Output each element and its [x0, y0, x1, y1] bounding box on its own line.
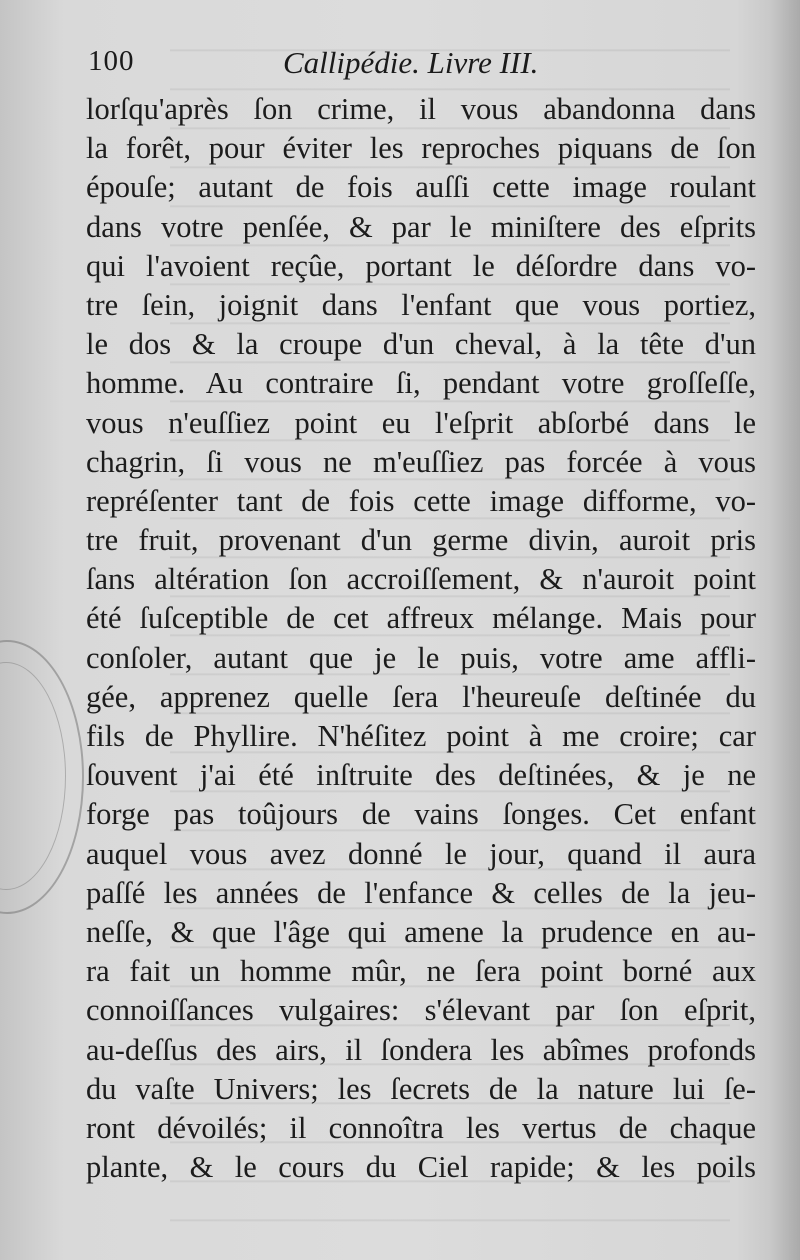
text-line: repréſenter tant de fois cette image difforme, vo- — [86, 483, 756, 518]
text-line: épouſe; autant de fois auſſi cette image roulant — [86, 170, 756, 205]
text-line: été ſuſceptible de cet affreux mélange. Mais pour — [86, 601, 756, 636]
text-line: chagrin, ſi vous ne m'euſſiez pas forcée à vous — [86, 444, 756, 479]
text-line: gée, apprenez quelle ſera l'heureuſe deſtinée du — [86, 679, 756, 714]
text-line: le dos & la croupe d'un cheval, à la tête d'un — [86, 327, 756, 362]
text-line: qui l'avoient reçûe, portant le déſordre dans vo- — [86, 248, 756, 283]
page-number: 100 — [88, 45, 135, 77]
text-line: ront dévoilés; il connoîtra les vertus de chaque — [86, 1110, 756, 1145]
text-line: homme. Au contraire ſi, pendant votre groſſeſſe, — [86, 366, 756, 401]
library-stamp-inner-ring — [0, 662, 66, 890]
text-line: tre ſein, joignit dans l'enfant que vous portiez, — [86, 287, 756, 322]
text-line: ra fait un homme mûr, ne ſera point borné aux — [86, 954, 756, 989]
text-line: connoiſſances vulgaires: s'élevant par ſon eſprit, — [86, 993, 756, 1028]
body-text — [86, 90, 756, 1187]
text-line: forge pas toûjours de vains ſonges. Cet enfant — [86, 797, 756, 832]
page-header — [88, 45, 748, 85]
running-title: Callipédie. Livre III. — [283, 45, 539, 80]
text-line: fils de Phyllire. N'héſitez point à me croire; car — [86, 719, 756, 753]
text-line: neſſe, & que l'âge qui amene la prudence en au- — [86, 914, 756, 949]
text-line: dans votre penſée, & par le miniſtere des eſprits — [86, 209, 756, 244]
text-line: paſſé les années de l'enfance & celles de la jeu- — [86, 875, 756, 910]
page-edge-shadow — [770, 0, 800, 1260]
text-line: lorſqu'après ſon crime, il vous abandonna dans — [86, 92, 756, 126]
text-line: conſoler, autant que je le puis, votre ame affli- — [86, 640, 756, 675]
text-line: au-deſſus des airs, il ſondera les abîmes profonds — [86, 1032, 756, 1067]
text-line: vous n'euſſiez point eu l'eſprit abſorbé dans le — [86, 405, 756, 440]
text-line: tre fruit, provenant d'un germe divin, auroit pris — [86, 523, 756, 558]
text-line: ſouvent j'ai été inſtruite des deſtinées, & je ne — [86, 758, 756, 793]
text-line: du vaſte Univers; les ſecrets de la nature lui ſe- — [86, 1071, 756, 1106]
text-line: la forêt, pour éviter les reproches piquans de ſon — [86, 131, 756, 166]
text-line: auquel vous avez donné le jour, quand il aura — [86, 836, 756, 871]
text-line: ſans altération ſon accroiſſement, & n'auroit point — [86, 562, 756, 597]
library-stamp — [0, 640, 84, 914]
text-line: plante, & le cours du Ciel rapide; & les poils — [86, 1150, 756, 1185]
